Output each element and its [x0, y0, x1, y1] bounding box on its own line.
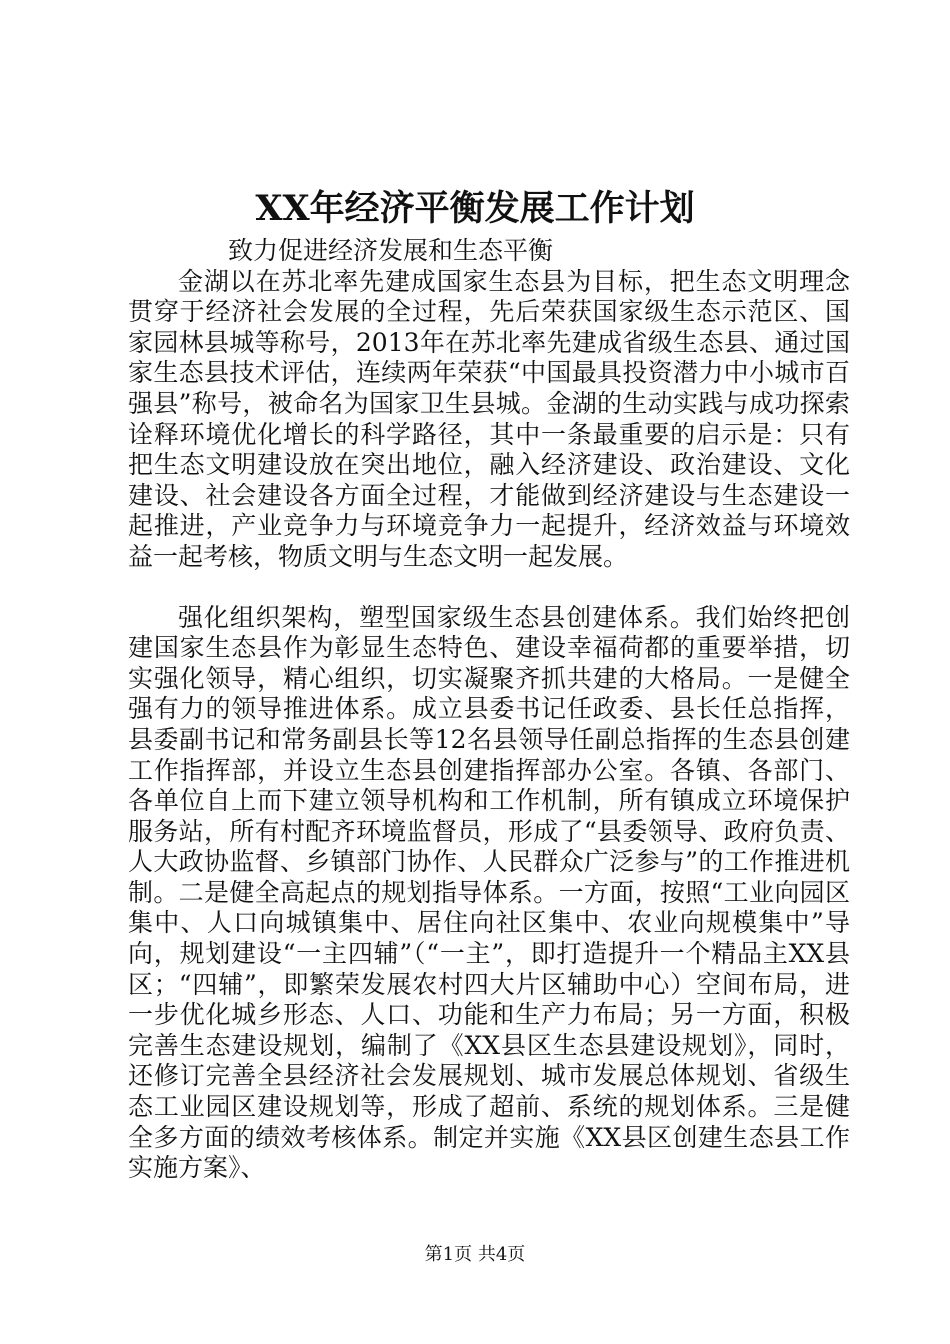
- subtitle-text: 致力促进经济发展和生态平衡: [228, 236, 554, 265]
- document-subtitle: [128, 236, 850, 267]
- document-body: [128, 236, 850, 1184]
- paragraph-1: 金湖以在苏北率先建成国家生态县为目标，把生态文明理念贯穿于经济社会发展的全过程，先后荣获国家级生态示范区、国家园林县城等称号，2013年在苏北率先建成省级生态县、通过国家生态县技术评估，连续两年荣获“中国最具投资潜力中小城市百强县”称号，被命名为国家卫生县城。金湖的生动实践与成功探索诠释环境优化增长的科学路径，其中一条最重要的启示是：只有把生态文明建设放在突出地位，融入经济建设、政治建设、文化建设、社会建设各方面全过程，才能做到经济建设与生态建设一起推进，产业竞争力与环境竞争力一起提升，经济效益与环境效益一起考核，物质文明与生态文明一起发展。: [128, 266, 850, 571]
- paragraph-2: 强化组织架构，塑型国家级生态县创建体系。我们始终把创建国家生态县作为彰显生态特色、建设幸福荷都的重要举措，切实强化领导，精心组织，切实凝聚齐抓共建的大格局。一是健全强有力的领导推进体系。成立县委书记任政委、县长任总指挥，县委副书记和常务副县长等12名县领导任副总指挥的生态县创建工作指挥部，并设立生态县创建指挥部办公室。各镇、各部门、各单位自上而下建立领导机构和工作机制，所有镇成立环境保护服务站，所有村配齐环境监督员，形成了“县委领导、政府负责、人大政协监督、乡镇部门协作、人民群众广泛参与”的工作推进机制。二是健全高起点的规划指导体系。一方面，按照“工业向园区集中、人口向城镇集中、居住向社区集中、农业向规模集中”导向，规划建设“一主四辅”（“一主”，即打造提升一个精品主XX县区；“四辅”，即繁荣发展农村四大片区辅助中心）空间布局，进一步优化城乡形态、人口、功能和生产力布局；另一方面，积极完善生态建设规划，编制了《XX县区生态县建设规划》，同时，还修订完善全县经济社会发展规划、城市发展总体规划、省级生态工业园区建设规划等，形成了超前、系统的规划体系。三是健全多方面的绩效考核体系。制定并实施《XX县区创建生态县工作实施方案》、: [128, 602, 850, 1183]
- document-title: XX年经济平衡发展工作计划: [255, 188, 695, 229]
- page-indicator: 第1页 共4页: [424, 1244, 526, 1265]
